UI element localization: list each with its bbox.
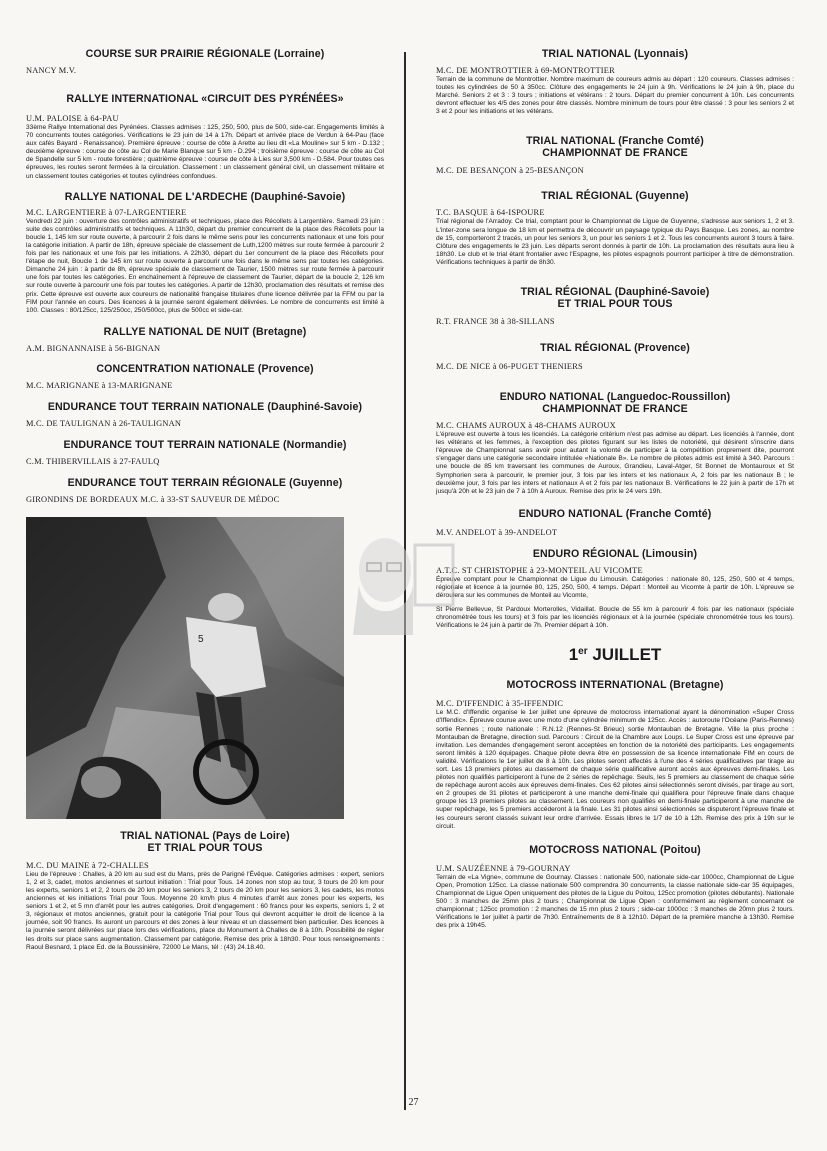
- event-enduro-franche-comte: [436, 508, 794, 538]
- event-club: GIRONDINS DE BORDEAUX M.C. à 33-ST SAUVEUR DE MÉDOC: [26, 494, 280, 504]
- event-club: M.C. MARIGNANE à 13-MARIGNANE: [26, 380, 173, 390]
- event-title: MOTOCROSS NATIONAL (Poitou): [529, 843, 701, 856]
- trial-rider-photo-image: [26, 517, 344, 819]
- portrait-watermark: [343, 525, 463, 635]
- event-motocross-bretagne: [436, 679, 794, 830]
- event-title: TRIAL RÉGIONAL (Provence): [540, 342, 690, 355]
- event-club: M.C. LARGENTIERE à 07-LARGENTIERE: [26, 207, 187, 217]
- event-rallye-ardeche: [26, 191, 384, 315]
- event-rallye-nuit-bretagne: [26, 326, 384, 354]
- page-number: 27: [408, 1097, 419, 1108]
- event-description: L'épreuve est ouverte à tous les licenciés. La catégorie critérium n'est pas admise au départ. Les licenciés à l'année, dont les vétérans et les femmes, à l'exception des pilotes figurant sur les listes de notoriété, qui désirent s'inscrire dans l'épreuve de Championnat sans avoir pour autant la volonté de participer à la compétition proprement dite, pourront s'engager dans une catégorie secondaire intitulée «Nationale B». Le nombre de pilotes admis est limité à 340. Parcours : une boucle de 85 km traversant les communes de Auroux, Grandieu, Laval-Atger, St Bonnet de Montauroux et St Symphorien sera à parcourir, le premier jour, 3 fois par les inters et les nationaux A, 2 fois par les nationaux B ; le deuxième jour, 3 fois par les inters et nationaux A et 2 fois par les nationaux B. Vérifications le 22 juin à partir de 17h et jusqu'à 20h et le 23 juin de 7 à 10h à Auroux. Remise des prix le 24 vers 19h.: [436, 431, 794, 495]
- event-title: MOTOCROSS INTERNATIONAL (Bretagne): [506, 679, 724, 692]
- event-description: Lieu de l'épreuve : Challes, à 20 km au sud est du Mans, près de Parigné l'Évêque. Catégories admises : expert, seniors 1, 2 et 3, cadet, motos anciennes et surtout initiation : Trial pour Tous. 14 zones non stop au tour, 3 tours de 20 km pour les experts, seniors 1 et 2, 2 tours de 20 km pour les seniors 3, 2 tours de 20 km pour les seniors 3, les cadets, les motos anciennes et les initiations Trial pour Tous. Moyenne 20 km/h plus 4 minutes d'arrêt aux zones pour les experts, les seniors 1 et 2, et 5 mn d'arrêt pour les autres catégories. Droit d'engagement : 60 francs pour les experts, seniors 1, 2 et 3, régionaux et motos anciennes, gratuit pour la catégorie Trial pour Tous qui devront acquitter le droit de licence à la journée, soit 90 francs. Ils auront un parcours et des zones à leur niveau et un classement bien particulier. Des licences à la journée seront délivrées sur place lors des vérifications, place du Monument à Challes de 8 à 10h. Possibilité de régler les droits sur place sans augmentation. Classement par catégorie. Remise des prix à 18h30. Pour tous renseignements : Raoul Besnard, 1 place Ed. de la Boussinière, 72000 Le Mans, tél : (43) 24.18.40.: [26, 870, 384, 951]
- event-title: ENDURANCE TOUT TERRAIN NATIONALE (Dauphiné-Savoie): [47, 400, 363, 413]
- svg-text:5: 5: [198, 633, 204, 645]
- event-enduro-limousin: [436, 548, 794, 631]
- event-club: M.C. DE BESANÇON à 25-BESANÇON: [436, 166, 584, 176]
- event-endurance-guyenne: [26, 477, 384, 505]
- event-description: Terrain de «La Vigne», commune de Gournay. Classes : nationale 500, nationale side-car 1000cc, Championnat de Ligue Open, Promotion 125cc. La classe nationale 500 comprendra 30 concurrents, la classe nationale side-car 35 équipages, Championnat de Ligue Open uniquement des pilotes de la Ligue du Poitou, 125cc promotion (pilotes débutants). Nationale 500 : 3 manches de 25mn plus 2 tours ; Championnat de Ligue Open : conformément au règlement concernant ce championnat ; 125cc promotion : 2 manches de 15 mn plus 2 tours ; side-car 1000cc : 3 manches de 20mn plus 2 tours. Vérifications le 1er juillet à partir de 7h30. Entraînements de 8 à 12h10. Départ de la première manche à 13h30. Remise des prix à 19h45.: [436, 873, 794, 930]
- event-club: A.M. BIGNANNAISE à 56-BIGNAN: [26, 343, 161, 353]
- event-title: TRIAL RÉGIONAL (Guyenne): [541, 190, 689, 203]
- event-title: TRIAL NATIONAL (Pays de Loire): [120, 829, 290, 842]
- event-title: RALLYE NATIONAL DE L'ARDECHE (Dauphiné-Savoie): [64, 190, 346, 203]
- event-trial-lyonnais: [436, 48, 794, 116]
- event-description: Épreuve comptant pour le Championnat de Ligue du Limousin. Catégories : nationale 80, 125, 250, 500 et 4 temps, régionale et licence à la journée 80, 125, 250, 500, 4 temps. Départ : Monteil au Vicomte à partir de 10h. L'épreuve se déroulera sur les communes de Monteil au Vicomte,: [436, 575, 794, 599]
- event-club: U.M. SAUZÉENNE à 79-GOURNAY: [436, 863, 571, 873]
- event-club: NANCY M.V.: [26, 66, 77, 75]
- event-trial-pays-de-loire: [26, 830, 384, 952]
- event-club: A.T.C. ST CHRISTOPHE à 23-MONTEIL AU VICOMTE: [436, 565, 643, 575]
- date-month: JUILLET: [592, 645, 662, 665]
- event-title: ENDURO RÉGIONAL (Limousin): [532, 547, 698, 560]
- event-subtitle: ET TRIAL POUR TOUS: [557, 298, 673, 311]
- date-suffix: er: [578, 646, 588, 658]
- trial-rider-photo: [26, 517, 344, 819]
- event-trial-franche-comte: [436, 135, 794, 176]
- event-concentration-provence: [26, 363, 384, 391]
- event-description: Terrain de la commune de Montrottier. Nombre maximum de coureurs admis au départ : 120 coureurs. Classes admises : toutes les cylindrées de 50 à 350cc. Clôture des engagements le 24 juin à 9h. Vérifications le 24 juin à 9h, place du Marché. Seniors 2 et 3 : 3 tours ; initiations et vétérans : 2 tours. Départ du premier concurrent à 10h. Les concurrents devront effectuer les 4/5 des zones pour être classés. Nombre minimum de tours pour être classé : 3 pour les seniors 2 et 3 et 2 pour les initiations et les vétérans.: [436, 76, 794, 116]
- event-club: M.C. DE MONTROTTIER à 69-MONTROTTIER: [436, 66, 615, 75]
- event-subtitle: CHAMPIONNAT DE FRANCE: [542, 403, 688, 416]
- event-enduro-languedoc: [436, 391, 794, 496]
- event-description-continued: St Pierre Bellevue, St Pardoux Morterolles, Vidaillat. Boucle de 55 km à parcourir 4 fois par les nationaux (spéciale chronométrée tous les tours) et 3 fois par les licenciés régionaux et à la journée (spéciale chronométrée tous les tours). Vérifications le 24 juin à partir de 7h. Premier départ à 10h.: [436, 606, 794, 630]
- event-club: U.M. PALOISE à 64-PAU: [26, 114, 119, 123]
- event-club: R.T. FRANCE 38 à 38-SILLANS: [436, 317, 555, 327]
- event-title: ENDURO NATIONAL (Languedoc-Roussillon): [499, 391, 731, 404]
- date-heading: [436, 642, 794, 665]
- event-title: TRIAL RÉGIONAL (Dauphiné-Savoie): [520, 286, 710, 299]
- event-subtitle: CHAMPIONNAT DE FRANCE: [542, 147, 688, 160]
- event-club: C.M. THIBERVILLAIS à 27-FAULQ: [26, 456, 160, 466]
- event-club: M.C. DE NICE à 06-PUGET THENIERS: [436, 362, 583, 372]
- left-column: [26, 40, 384, 952]
- event-club: T.C. BASQUE à 64-ISPOURE: [436, 208, 545, 218]
- event-subtitle: ET TRIAL POUR TOUS: [147, 841, 263, 854]
- right-column: [436, 40, 794, 930]
- event-motocross-poitou: [436, 844, 794, 931]
- event-trial-dauphine: [436, 286, 794, 327]
- event-title: CONCENTRATION NATIONALE (Provence): [96, 362, 314, 375]
- event-description: 33ème Rallye International des Pyrénées. Classes admises : 125, 250, 500, plus de 500, side-car. Engagements limités à 70 concurrents toutes catégories. Vérifications le 23 juin de 14 à 17h. Départ et arrivée place de Verdun à 64-Pau (face aux cafés Bayard - Renaissance). Première épreuve : course de côte à Arette au lieu dit «La Mouline» sur 5 km - D.132 ; deuxième épreuve : course de côte au Col de Marie Blanque sur 5 km - D.294 ; troisième épreuve : course de côte au Col de Spandelle sur 5 km - route forestière ; quatrième épreuve : course de côte à Lies sur 3,500 km - D.584. Pour toutes ces épreuves, les routes seront fermées à la circulation. Classement : un classement général civil, un classement militaire et un classement toutes catégories et toutes cylindrées confondues.: [26, 124, 384, 180]
- event-title: TRIAL NATIONAL (Lyonnais): [541, 48, 689, 60]
- event-description: Trial régional de l'Arradoy. Ce trial, comptant pour le Championnat de Ligue de Guyenne, s'adresse aux seniors 1, 2 et 3. L'inter-zone sera longue de 18 km et permettra de découvrir un paysage typique du Pays Basque. Les zones, au nombre de 15, comporteront 2 tracés, un pour les seniors 3, un pour les seniors 1 et 2. Tous les concurrents auront 3 tours à faire. Clôture des engagements le 23 juin. Les départs seront donnés à partir de 10h. La proclamation des résultats aura lieu à 18h30. Le club et le trial étant frontalier avec l'Espagne, les pilotes espagnols pourront participer à titre de démonstration. Vérifications techniques à partir de 8h30.: [436, 218, 794, 266]
- event-club: M.C. DU MAINE à 72-CHALLES: [26, 860, 149, 870]
- event-club: M.C. CHAMS AUROUX à 48-CHAMS AUROUX: [436, 421, 616, 431]
- event-endurance-normandie: [26, 439, 384, 467]
- event-title: RALLYE INTERNATIONAL «CIRCUIT DES PYRÉNÉES»: [66, 93, 344, 105]
- event-endurance-dauphine: [26, 401, 384, 429]
- event-title: ENDURANCE TOUT TERRAIN NATIONALE (Normandie): [63, 438, 347, 451]
- event-description: Vendredi 22 juin : ouverture des contrôles administratifs et techniques, place des Récollets à Largentière. Samedi 23 juin : suite des contrôles administratifs et techniques. A 11h30, départ du premier concurrent de la place des Récollets pour la boucle 1, 145 km sur route ouverte, à parcourir 2 fois dans le même sens pour les concurrents nationaux et une fois pour la catégorie initiation. A partir de 18h, épreuve spéciale de classement de Luth,1200 mètres sur route fermée à parcourir 2 fois par les nationaux et une fois par les initiations. A 22h30, départ du 1er concurrent de la place des Récollets pour l'étape de nuit, Boucle 1 de 145 km sur route ouverte à parcourir une fois dans le même sens par toutes les catégories. Dimanche 24 juin : à partir de 8h, épreuve spéciale de classement de Taurier, 1500 mètres sur route fermée à parcourir une fois par toutes les catégories. En enchaînement à l'épreuve de classement de Taurier, départ de la boucle 2, 126 km sur route ouverte à parcourir une fois par toutes les catégories. A partir de 12h30, proclamation des résultats et remise des prix. Cette épreuve est ouverte aux coureurs de nationalité française titulaires d'une licence délivrée par la FFM ou par la FIM pour l'année en cours. Des licences à la journée seront également délivrées. Le nombre de concurrents est limité à 100. Classes : 80/125cc, 125/250cc, 250/500cc, plus de 500cc et side-car.: [26, 217, 384, 314]
- event-trial-provence: [436, 342, 794, 372]
- event-club: M.V. ANDELOT à 39-ANDELOT: [436, 527, 558, 537]
- event-title: COURSE SUR PRAIRIE RÉGIONALE (Lorraine): [85, 48, 325, 60]
- event-trial-guyenne: [436, 190, 794, 267]
- event-club: M.C. D'IFFENDIC à 35-IFFENDIC: [436, 699, 564, 709]
- date-day: 1: [568, 645, 579, 665]
- event-rallye-pyrenees: [26, 93, 384, 181]
- event-title: ENDURO NATIONAL (Franche Comté): [518, 507, 712, 520]
- event-title: TRIAL NATIONAL (Franche Comté): [526, 135, 704, 148]
- event-title: ENDURANCE TOUT TERRAIN RÉGIONALE (Guyenne): [67, 476, 343, 489]
- event-title: RALLYE NATIONAL DE NUIT (Bretagne): [103, 325, 307, 338]
- event-club: M.C. DE TAULIGNAN à 26-TAULIGNAN: [26, 418, 182, 428]
- event-course-prairie-lorraine: [26, 48, 384, 76]
- event-description: Le M.C. d'Iffendic organise le 1er juillet une épreuve de motocross international ayant la dénomination «Super Cross d'Iffendic». Épreuve courue avec une moto d'une cylindrée minimum de 125cc. Accès : autoroute l'Océane (Paris-Rennes) sortie Rennes ; route nationale : R.N.12 (Rennes-St Brieuc) sortie Montauban de Bretagne. Ville la plus proche : Montauban de Bretagne, direction sud. Parcours : Circuit de la Chambre aux Loups. Le Super Cross est une épreuve par invitation. Les demandes d'engagement seront acceptées en fonction de la notoriété des participants. Les engagements seront limités à 120 équipages. Chaque pilote devra être en possession de sa licence internationale FIM en cours de validité. Vérifications le 1er juillet de 8 à 10h. Les pilotes seront affectés à l'une des 4 séries qualificatives par tirage au sort. Les 13 premiers pilotes au classement de chaque série qualificative auront accès aux épreuves demi-finales. Les pilotes non qualifiés participeront à l'une de 2 séries de repêchage. Seuls, les 5 premiers au classement de chaque série de repêchage auront accès aux épreuves demi-finales. Ces 62 pilotes ainsi sélectionnés seront divisés, par tirage au sort, en 2 groupes de 31 pilotes et participeront à une manche demi-finale qui qualifiera pour l'épreuve finale dans chaque groupe les 13 premiers pilotes au classement. Les coureurs non qualifiés en demi-finale participeront à une manche de super repêchage, les 5 premiers accéderont à la finale. Les 31 pilotes ainsi sélectionnés se disputeront l'épreuve finale et les coureurs seront classés suivant leur ordre d'arrivée. Essais libres le 1/7 de 10 à 12h. Remise des prix à 19h sur le circuit.: [436, 709, 794, 830]
